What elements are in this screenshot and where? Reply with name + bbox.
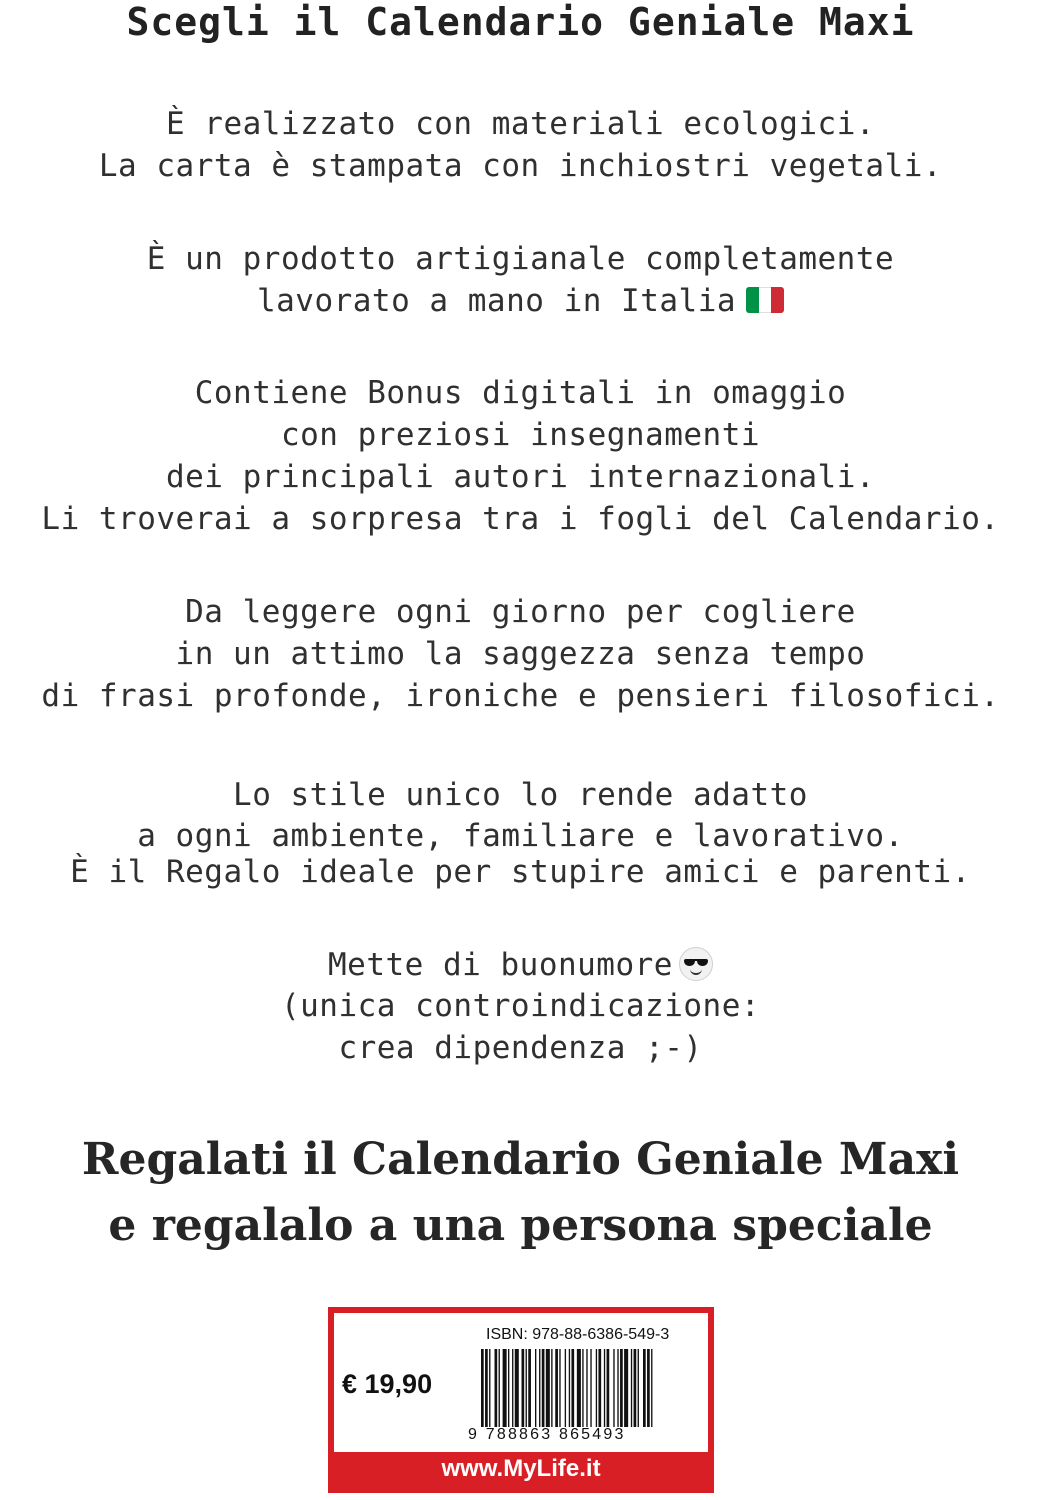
barcode-bar (590, 1349, 591, 1427)
barcode-bar (495, 1349, 498, 1427)
barcode-bar (571, 1349, 574, 1427)
barcode-box (328, 1307, 714, 1493)
barcode-bar (647, 1349, 650, 1427)
barcode-bar (526, 1349, 527, 1427)
barcode-bar (569, 1349, 570, 1427)
paragraph-4-line-1: Da leggere ogni giorno per cogliere (185, 594, 856, 630)
paragraph-2-line-2-text: lavorato a mano in Italia (256, 283, 737, 319)
paragraph-5-line-3: È il Regalo ideale per stupire amici e parenti. (70, 854, 971, 890)
italy-flag-icon (746, 287, 784, 313)
barcode-bar (643, 1349, 646, 1427)
barcode-bar (586, 1349, 587, 1427)
paragraph-3-line-4: Li troverai a sorpresa tra i fogli del Calendario. (41, 501, 1000, 537)
barcode-bar (528, 1349, 531, 1427)
paragraph-6-line-3: crea dipendenza ;-) (338, 1030, 703, 1066)
barcode-bar (555, 1349, 558, 1427)
paragraph-3-line-1: Contiene Bonus digitali in omaggio (194, 375, 847, 411)
barcode-bar (617, 1349, 618, 1427)
isbn-label: ISBN: 978-88-6386-549-3 (486, 1326, 670, 1343)
barcode-bar (620, 1349, 623, 1427)
barcode-bar (604, 1349, 605, 1427)
website-label: www.MyLife.it (441, 1455, 601, 1482)
barcode-bar (551, 1349, 552, 1427)
barcode-bar (508, 1349, 509, 1427)
barcode-bar (565, 1349, 566, 1427)
paragraph-2-line-2 (0, 281, 1041, 321)
paragraph-3-line-2: con preziosi insegnamenti (280, 417, 761, 453)
barcode-bar (596, 1349, 597, 1427)
barcode-bar (582, 1349, 583, 1427)
paragraph-6-line-1 (0, 945, 1041, 985)
barcode-bar (577, 1349, 581, 1427)
paragraph-5-line-1: Lo stile unico lo rende adatto (233, 777, 808, 813)
barcode-bar (539, 1349, 540, 1427)
barcode-bar (546, 1349, 550, 1427)
paragraph-6-line-1-text: Mette di buonumore (328, 947, 673, 983)
price-label: € 19,90 (342, 1369, 433, 1399)
barcode-bar (489, 1349, 490, 1427)
barcode-bar (634, 1349, 637, 1427)
barcode-bar (485, 1349, 488, 1427)
barcode-bar (607, 1349, 610, 1427)
barcode-digits: 9 788863 865493 (468, 1426, 626, 1443)
paragraph-4-line-2: in un attimo la saggezza senza tempo (175, 636, 866, 672)
barcode-bar (638, 1349, 639, 1427)
barcode-bar (515, 1349, 519, 1427)
barcode-bar (535, 1349, 536, 1427)
barcode-bar (499, 1349, 500, 1427)
slogan-line-1: Regalati il Calendario Geniale Maxi (81, 1134, 960, 1185)
barcode-bar (559, 1349, 560, 1427)
paragraph-1-line-1: È realizzato con materiali ecologici. (165, 106, 876, 142)
barcode-bar (624, 1349, 628, 1427)
barcode-bar (651, 1349, 652, 1427)
paragraph-1-line-2: La carta è stampata con inchiostri vegetali. (98, 148, 943, 184)
barcode-bar (542, 1349, 545, 1427)
barcode-bars (481, 1349, 691, 1427)
barcode-bar (613, 1349, 614, 1427)
paragraph-6-line-2: (unica controindicazione: (280, 988, 761, 1024)
paragraph-2-line-1: È un prodotto artigianale completamente (146, 241, 895, 277)
paragraph-4-line-3: di frasi profonde, ironiche e pensieri filosofici. (41, 678, 1000, 714)
paragraph-5-line-2: a ogni ambiente, familiare e lavorativo. (137, 818, 904, 854)
slogan-line-2: e regalalo a una persona speciale (108, 1200, 933, 1251)
barcode-bar (481, 1349, 484, 1427)
barcode-panel (334, 1313, 708, 1452)
barcode-bar (512, 1349, 513, 1427)
barcode-bar (598, 1349, 601, 1427)
paragraph-3-line-3: dei principali autori internazionali. (165, 459, 876, 495)
sunglasses-face-icon (679, 947, 713, 981)
barcode-bar (503, 1349, 507, 1427)
barcode-bar (631, 1349, 632, 1427)
page-title: Scegli il Calendario Geniale Maxi (126, 0, 915, 44)
barcode-bar (522, 1349, 525, 1427)
